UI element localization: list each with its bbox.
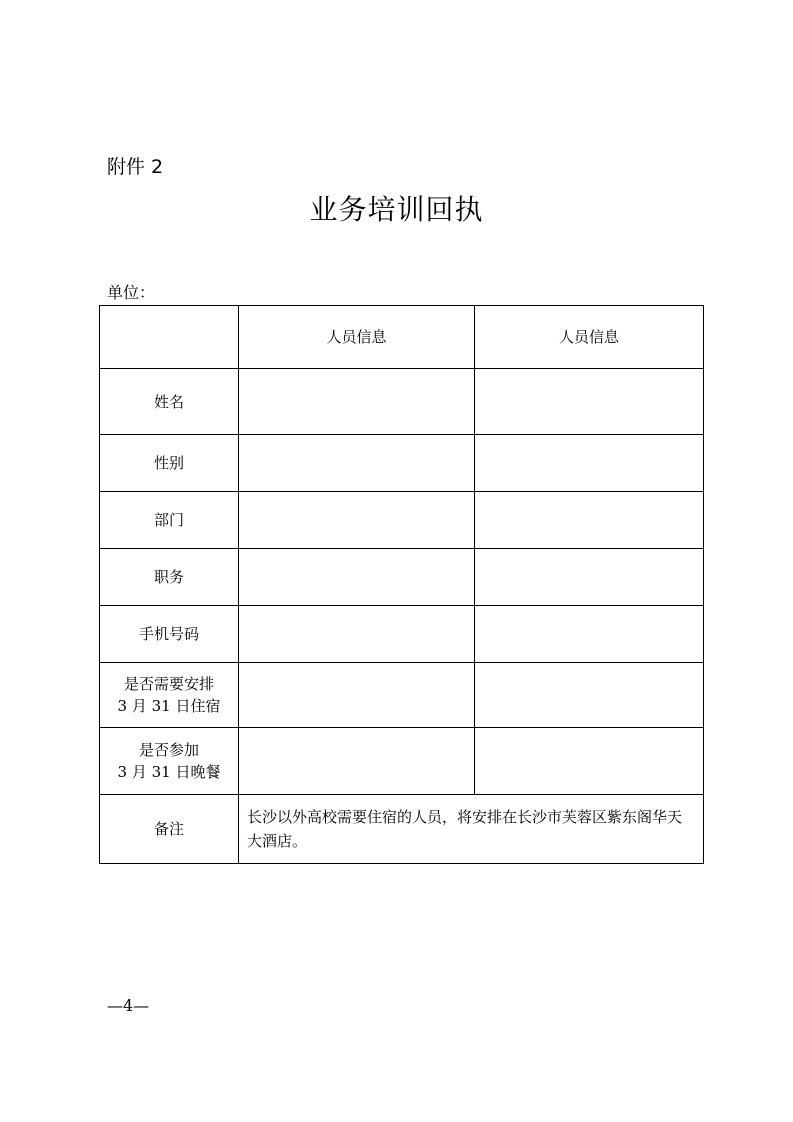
- row-label-department: 部门: [100, 492, 239, 549]
- header-person-info-1: 人员信息: [239, 306, 475, 369]
- position-cell-2[interactable]: [475, 549, 704, 606]
- table-row-note: [100, 795, 704, 864]
- row-label-accommodation: [100, 663, 239, 728]
- phone-cell-2[interactable]: [475, 606, 704, 663]
- table-row-name: [100, 369, 704, 435]
- header-person-info-2: 人员信息: [475, 306, 704, 369]
- row-label-name: 姓名: [100, 369, 239, 435]
- accommodation-label-line1: 是否需要安排: [123, 675, 214, 693]
- table-row-gender: [100, 435, 704, 492]
- table-row-dinner: [100, 728, 704, 795]
- position-cell-1[interactable]: [239, 549, 475, 606]
- accommodation-cell-1[interactable]: [239, 663, 475, 728]
- table-row-phone: [100, 606, 704, 663]
- department-cell-2[interactable]: [475, 492, 704, 549]
- header-corner-cell: [100, 306, 239, 369]
- table-row-accommodation: [100, 663, 704, 728]
- accommodation-cell-2[interactable]: [475, 663, 704, 728]
- dinner-cell-1[interactable]: [239, 728, 475, 795]
- receipt-table: [99, 305, 704, 864]
- dinner-label-line2: 3 月 31 日晚餐: [117, 763, 221, 781]
- row-label-phone: 手机号码: [100, 606, 239, 663]
- page-number: —4—: [107, 996, 150, 1015]
- attachment-label: 附件 2: [107, 156, 164, 178]
- row-label-gender: 性别: [100, 435, 239, 492]
- row-label-note: 备注: [100, 795, 239, 864]
- document-title: 业务培训回执: [309, 193, 484, 226]
- row-label-dinner: [100, 728, 239, 795]
- note-text: 长沙以外高校需要住宿的人员，将安排在长沙市芙蓉区紫东阁华天大酒店。: [239, 795, 704, 864]
- table-header-row: [100, 306, 704, 369]
- phone-cell-1[interactable]: [239, 606, 475, 663]
- table-row-department: [100, 492, 704, 549]
- accommodation-label-line2: 3 月 31 日住宿: [117, 697, 221, 715]
- department-cell-1[interactable]: [239, 492, 475, 549]
- unit-label: 单位：: [107, 283, 156, 302]
- gender-cell-2[interactable]: [475, 435, 704, 492]
- table-row-position: [100, 549, 704, 606]
- dinner-label-line1: 是否参加: [138, 741, 199, 759]
- name-cell-2[interactable]: [475, 369, 704, 435]
- dinner-cell-2[interactable]: [475, 728, 704, 795]
- name-cell-1[interactable]: [239, 369, 475, 435]
- gender-cell-1[interactable]: [239, 435, 475, 492]
- row-label-position: 职务: [100, 549, 239, 606]
